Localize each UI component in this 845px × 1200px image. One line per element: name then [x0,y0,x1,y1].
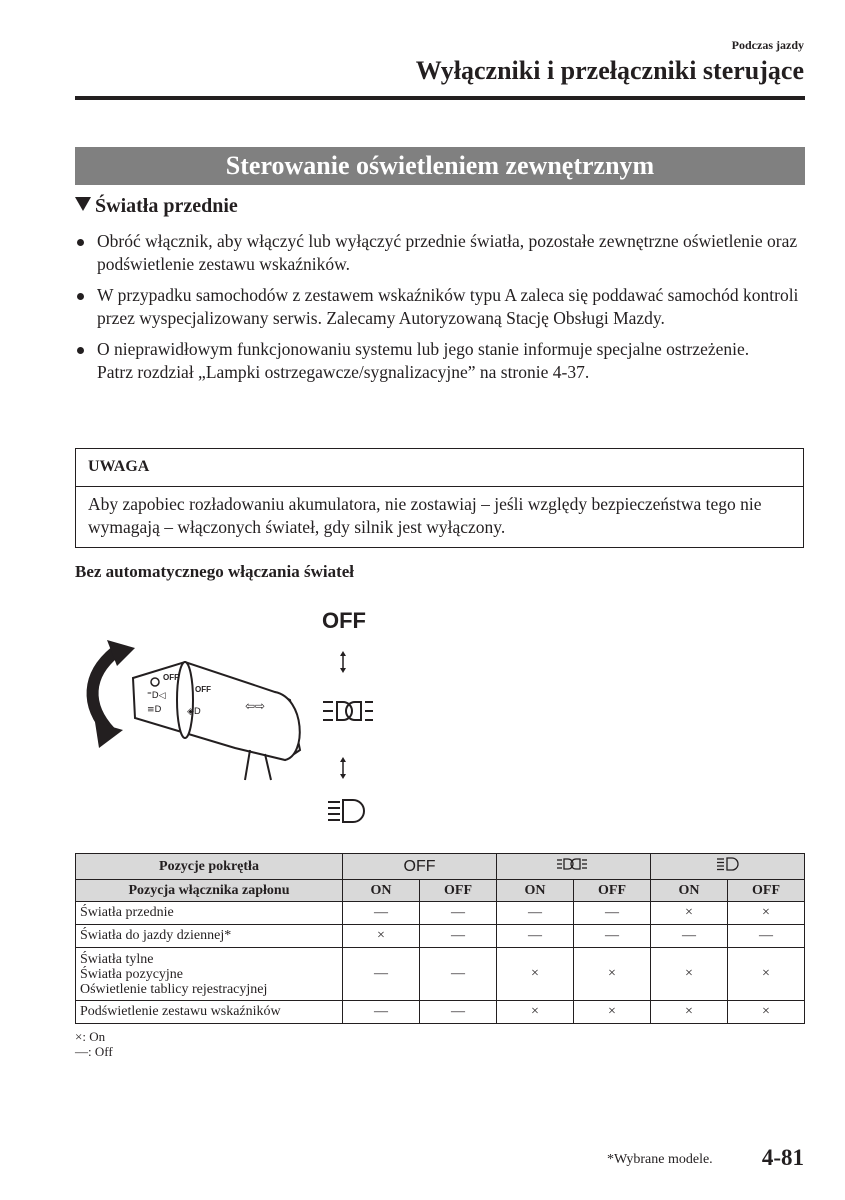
table-header-cell: ON [651,880,728,902]
stalk-off-text-1: OFF [163,673,179,682]
bullet-item [75,284,805,330]
footnote: *Wybrane modele. [607,1152,713,1167]
table-cell: — [574,902,651,925]
subsection-title: Światła przednie [95,195,238,217]
bullet-item [75,230,805,276]
table-header-cell: OFF [574,880,651,902]
table-row [76,1001,805,1024]
table-cell: — [497,902,574,925]
title-divider [75,96,805,100]
table-cell: — [420,1001,497,1024]
table-cell: — [343,948,420,1001]
table-header-cell [651,854,805,880]
headlight-icon [328,800,364,822]
rotation-arrow [93,652,115,732]
table-cell: × [497,1001,574,1024]
notice-box [75,448,804,548]
table-cell: — [497,925,574,948]
table-row [76,902,805,925]
table-legend [75,1029,113,1059]
triangle-bullet-icon [75,197,91,211]
table-cell: — [343,1001,420,1024]
parking-light-icon [323,702,373,720]
table-cell: × [728,948,805,1001]
stalk-turn-symbol: ⇦⇨ [245,699,266,713]
table-cell: — [420,948,497,1001]
diagram-heading: Bez automatycznego włączania świateł [75,562,355,581]
table-header-cell: OFF [420,880,497,902]
table-cell: × [651,948,728,1001]
table-cell: × [574,948,651,1001]
notice-text: Aby zapobiec rozładowaniu akumulatora, nie zostawiaj – jeśli względy bezpieczeństwa tego nie wymagają – włączonych świateł, gdy silnik jest wyłączony. [88,494,762,537]
row-label: Światła tylne Światła pozycyjne Oświetlenie tablicy rejestracyjnej [76,948,343,1001]
chapter-label: Podczas jazdy [731,38,804,52]
table-header-row [76,854,805,880]
rotary-ring [177,662,193,738]
stalk-off-text-2: OFF [195,685,211,694]
table-cell: — [343,902,420,925]
table-row [76,948,805,1001]
stalk-parking-symbol: ⁼D◁ [147,691,166,701]
row-label: Światła do jazdy dziennej* [76,925,343,948]
bullet-text: Obróć włącznik, aby włączyć lub wyłączyć przednie światła, pozostałe zewnętrzne oświetlenie oraz podświetlenie zestawu wskaźników. [97,231,798,274]
updown-arrow-1 [340,651,346,673]
table-header-cell: Pozycja włącznika zapłonu [76,880,343,902]
light-switch-diagram [75,600,415,840]
table-header-cell [343,854,497,880]
table-cell: × [651,1001,728,1024]
table-row [76,925,805,948]
table-header-cell: ON [497,880,574,902]
bullet-item [75,338,805,384]
bullet-text: O nieprawidłowym funkcjonowaniu systemu lub jego stanie informuje specjalne ostrzeżenie. [97,339,750,359]
page-number: 4-81 [761,1145,804,1170]
legend-off: —: Off [75,1044,113,1059]
cross-reference: Patrz rozdział „Lampki ostrzegawcze/sygnalizacyjne” na stronie 4-37. [97,362,590,382]
table-cell: × [728,902,805,925]
stalk-headlight-symbol: ≡D [147,705,162,715]
off-header: OFF [403,857,436,875]
parking-light-icon [556,857,592,871]
page-title: Wyłączniki i przełączniki sterujące [415,56,804,85]
stalk-fog-symbol: ◈D [187,707,201,717]
bullet-list [75,230,805,392]
subsection-heading [75,195,238,218]
row-label: Światła przednie [76,902,343,925]
table-header-cell: Pozycje pokrętła [76,854,343,880]
table-cell: — [651,925,728,948]
legend-on: ×: On [75,1029,106,1044]
table-cell: × [497,948,574,1001]
off-position-label: OFF [322,608,366,633]
row-label: Podświetlenie zestawu wskaźników [76,1001,343,1024]
table-subheader-row [76,880,805,902]
table-cell: × [728,1001,805,1024]
lighting-table [75,853,805,1024]
table-cell: — [574,925,651,948]
light-switch-illustration [75,600,415,840]
section-title: Sterowanie oświetleniem zewnętrznym [75,147,805,185]
table-cell: × [651,902,728,925]
notice-heading: UWAGA [76,449,803,487]
table-header-cell [497,854,651,880]
updown-arrow-2 [340,757,346,779]
bullet-text: W przypadku samochodów z zestawem wskaźników typu A zaleca się poddawać samochód kontroli przez wyspecjalizowany serwis. Zalecamy Autoryzowaną Stację Obsługi Mazdy. [97,285,799,328]
table-cell: × [343,925,420,948]
table-header-cell: OFF [728,880,805,902]
headlight-icon [716,857,740,871]
table-cell: × [574,1001,651,1024]
table-header-cell: ON [343,880,420,902]
table-cell: — [728,925,805,948]
table-cell: — [420,925,497,948]
table-cell: — [420,902,497,925]
